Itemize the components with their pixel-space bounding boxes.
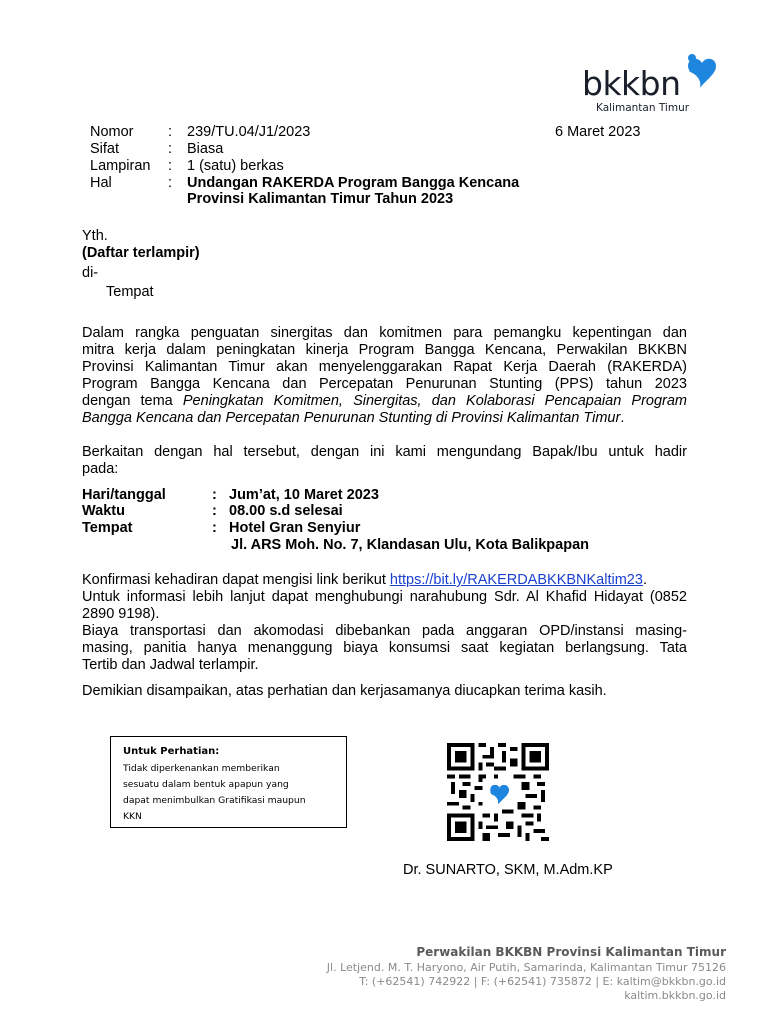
letter-date: 6 Maret 2023 — [555, 124, 641, 140]
event-address: Jl. ARS Moh. No. 7, Klandasan Ulu, Kota Balikpapan — [231, 537, 589, 553]
hari-label: Hari/tanggal — [82, 487, 166, 503]
p1-line: Dalam rangka penguatan sinergitas dan komitmen para pemangku kepentingan dan — [82, 325, 687, 341]
p2-line: Berkaitan dengan hal tersebut, dengan ini kami mengundang Bapak/Ibu untuk hadir — [82, 444, 687, 460]
p1-line: Provinsi Kalimantan Timur akan menyelenggarakan Rapat Kerja Daerah (RAKERDA) — [82, 359, 687, 375]
logo-subtitle: Kalimantan Timur — [596, 102, 690, 114]
daftar-terlampir: (Daftar terlampir) — [82, 245, 200, 261]
confirmation-line — [82, 572, 647, 589]
notice-line: dapat menimbulkan Gratifikasi maupun — [123, 795, 306, 806]
body-paragraph-2 — [82, 444, 687, 478]
p1-theme-text: Peningkatan Komitmen, Sinergitas, dan Kolaborasi Pencapaian Program — [182, 393, 687, 409]
waktu-value: 08.00 s.d selesai — [229, 503, 343, 519]
registration-link[interactable]: https://bit.ly/RAKERDABKKBNKaltim23 — [389, 572, 643, 588]
lampiran-colon: : — [168, 158, 173, 174]
bkkbn-logo — [582, 48, 722, 114]
notice-line: Tidak diperkenankan memberikan — [123, 763, 280, 774]
tempat-value: Hotel Gran Senyiur — [229, 520, 361, 536]
hal-value-line1: Undangan RAKERDA Program Bangga Kencana — [187, 175, 520, 191]
hal-colon: : — [168, 175, 173, 191]
p1-line-theme-end — [82, 410, 687, 427]
p1-line-theme — [82, 393, 687, 410]
lampiran-label: Lampiran — [90, 158, 151, 174]
logo-heart-icon — [682, 50, 722, 90]
tempat: Tempat — [106, 284, 154, 300]
nomor-label: Nomor — [90, 124, 134, 140]
p1-period: . — [620, 410, 625, 426]
logo-wordmark: bkkbn — [582, 64, 681, 103]
hal-value-line2: Provinsi Kalimantan Timur Tahun 2023 — [187, 191, 454, 207]
body-paragraph-4 — [82, 623, 687, 674]
sifat-value: Biasa — [187, 141, 224, 157]
signatory-name: Dr. SUNARTO, SKM, M.Adm.KP — [403, 862, 613, 878]
footer-contact: T: (+62541) 742922 | F: (+62541) 735872 | E: kaltim@bkkbn.go.id — [359, 975, 726, 988]
waktu-label: Waktu — [82, 503, 125, 519]
tempat-colon: : — [212, 520, 217, 536]
cost-line: Biaya transportasi dan akomodasi dibebankan pada anggaran OPD/instansi masing- — [82, 623, 687, 639]
lampiran-value: 1 (satu) berkas — [187, 158, 284, 174]
footer-org: Perwakilan BKKBN Provinsi Kalimantan Timur — [416, 945, 726, 959]
qr-code — [446, 743, 550, 841]
confirmation-period: . — [642, 572, 647, 588]
info-line: Untuk informasi lebih lanjut dapat menghubungi narahubung Sdr. Al Khafid Hidayat (0852 — [82, 589, 687, 605]
hari-colon: : — [212, 487, 217, 503]
p2-line: pada: — [82, 461, 119, 477]
footer-website: kaltim.bkkbn.go.id — [624, 989, 726, 1002]
gratification-notice — [110, 736, 347, 828]
body-paragraph-1 — [82, 325, 687, 427]
footer-address: Jl. Letjend. M. T. Haryono, Air Putih, Samarinda, Kalimantan Timur 75126 — [326, 961, 726, 974]
sifat-colon: : — [168, 141, 173, 157]
hal-label: Hal — [90, 175, 112, 191]
p1-theme-text-end: Bangga Kencana dan Percepatan Penurunan Stunting di Provinsi Kalimantan Timur — [82, 410, 621, 426]
p1-line: Program Bangga Kencana dan Percepatan Penurunan Stunting (PPS) tahun 2023 — [82, 376, 687, 392]
waktu-colon: : — [212, 503, 217, 519]
nomor-value: 239/TU.04/J1/2023 — [187, 124, 311, 140]
notice-line: KKN — [123, 811, 142, 822]
p1-theme-intro: dengan tema — [82, 393, 183, 409]
notice-title: Untuk Perhatian: — [123, 746, 220, 757]
cost-line: Tertib dan Jadwal terlampir. — [82, 657, 259, 673]
info-line: 2890 9198). — [82, 606, 160, 622]
p1-line: mitra kerja dalam peningkatan kinerja Program Bangga Kencana, Perwakilan BKKBN — [82, 342, 687, 358]
confirmation-text: Konfirmasi kehadiran dapat mengisi link berikut — [82, 572, 390, 588]
hari-value: Jum’at, 10 Maret 2023 — [229, 487, 379, 503]
cost-line: masing, panitia hanya menanggung biaya konsumsi saat kegiatan berlangsung. Tata — [82, 640, 687, 656]
closing-sentence: Demikian disampaikan, atas perhatian dan kerjasamanya diucapkan terima kasih. — [82, 683, 607, 699]
body-paragraph-3 — [82, 589, 687, 623]
tempat-label: Tempat — [82, 520, 133, 536]
nomor-colon: : — [168, 124, 173, 140]
yth: Yth. — [82, 228, 108, 244]
sifat-label: Sifat — [90, 141, 120, 157]
notice-line: sesuatu dalam bentuk apapun yang — [123, 779, 289, 790]
di: di- — [82, 265, 99, 281]
